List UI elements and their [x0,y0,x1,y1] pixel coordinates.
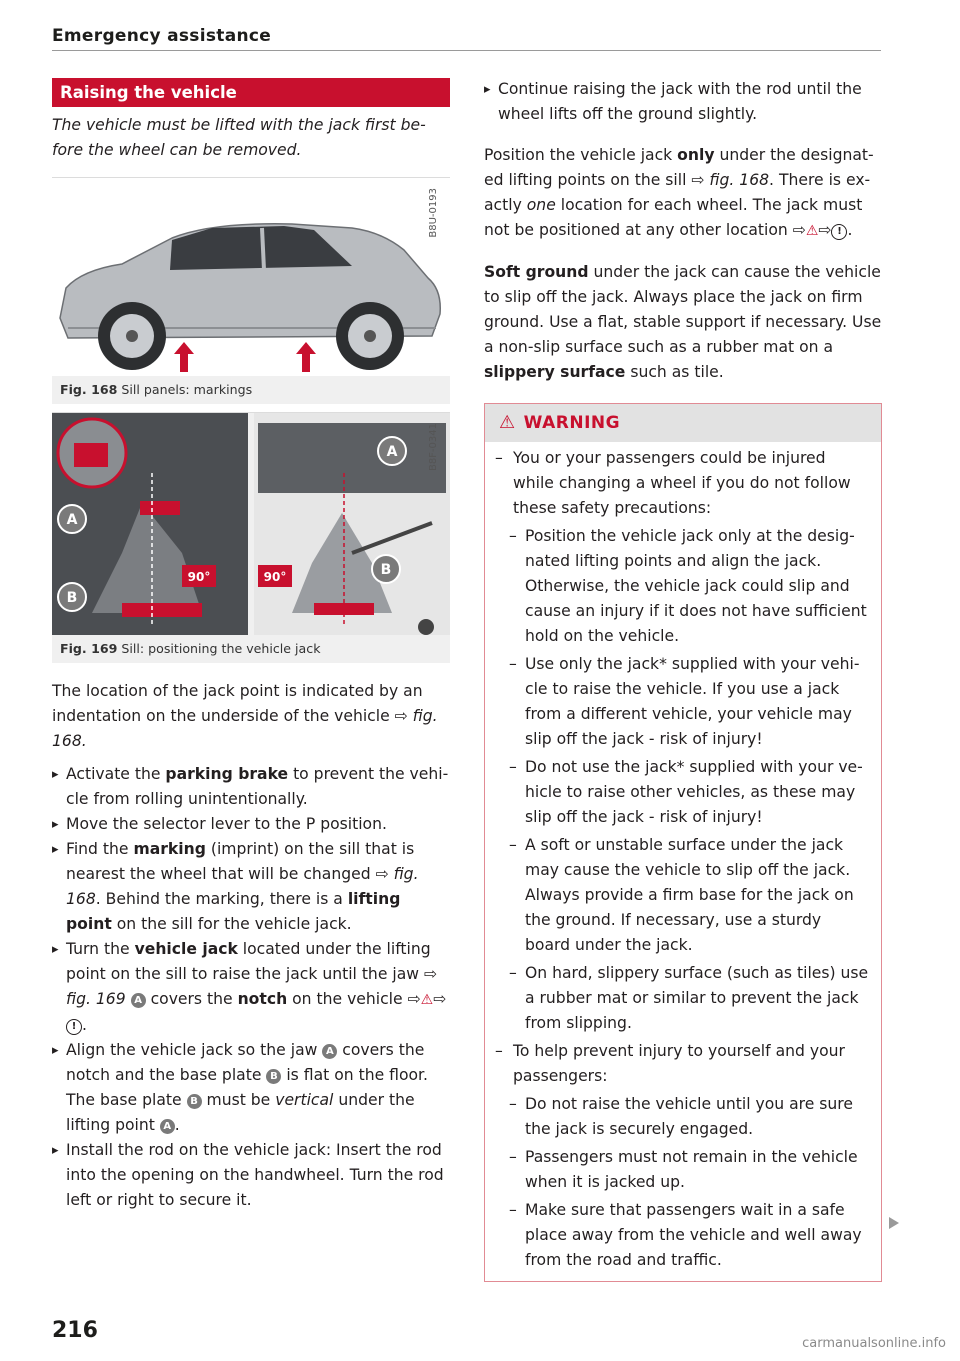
figure-168-label: Fig. 168 [60,382,118,397]
car-side-illustration [52,178,450,376]
warning-triangle-icon[interactable]: ⚠ [420,992,434,1008]
fig-ref-168[interactable]: ⇨ fig. 168 [691,171,770,189]
step-6: ▸ Install the rod on the vehicle jack: Insert the rod into the opening on the handwheel. Turn the rod left or right to secure it. [52,1138,450,1213]
callout-a-badge: A [322,1044,337,1059]
warning-subitem: – Do not use the jack* supplied with your vehicle to raise other vehicles, as these may slip off the jack - risk of injury! [495,755,871,830]
step-5: ▸ Align the vehicle jack so the jaw A covers the notch and the base plate B is flat on the floor. The base plate B must be vertical under the lifting point A . [52,1038,450,1138]
figure-168-caption-text: Sill panels: markings [121,382,253,397]
warning-triangle-icon: ⚠ [499,412,516,433]
page-section-header: Emergency assistance [52,26,272,46]
callout-a-badge: A [160,1119,175,1134]
figure-169-caption [52,635,450,663]
step-1: ▸ Activate the parking brake to prevent the vehicle from rolling unintentionally. [52,762,450,812]
warning-subitem: – Use only the jack* supplied with your vehicle to raise the vehicle. If you use a jack from a different vehicle, your vehicle may slip off the jack - risk of injury! [495,652,871,752]
figure-168-code: B8U-0193 [428,188,439,238]
step-2: ▸ Move the selector lever to the P position. [52,812,450,837]
callout-b-right: B [380,562,392,578]
warning-subitem: – Position the vehicle jack only at the designated lifting points and align the jack. Otherwise, the vehicle jack could slip and cause an injury if it does not have sufficient hold on the vehicle. [495,524,871,649]
angle-label-left: 90° [187,570,211,584]
callout-a-right: A [386,444,398,460]
warning-item: – To help prevent injury to yourself and your passengers: [495,1039,871,1089]
left-column [52,78,450,1213]
step-3: ▸ Find the marking (imprint) on the sill that is nearest the wheel that will be changed ⇨ fig. 168. Behind the marking, there is a lifting point on the sill for the vehicle jack. [52,837,450,937]
warning-subitem: – Make sure that passengers wait in a safe place away from the vehicle and well away from the road and traffic. [495,1198,871,1273]
warning-subitem: – On hard, slippery surface (such as tiles) use a rubber mat or similar to prevent the jack from slipping. [495,961,871,1036]
figure-169 [52,412,450,663]
warning-title: WARNING [523,413,621,433]
fig-ref-168[interactable]: ⇨ fig. 168 [66,865,419,908]
position-paragraph: Position the vehicle jack only under the designated lifting points on the sill ⇨ fig. 168. There is exactly one location for each wheel. The jack must not be positioned at any other location ⇨⚠⇨ ! . [484,146,874,239]
soft-ground-paragraph: Soft ground under the jack can cause the vehicle to slip off the jack. Always place the jack on firm ground. Use a flat, stable support if necessary. Use a non-slip surface such as a rubber mat on a slippery surface such as tile. [484,263,882,381]
watermark: carmanualsonline.info [802,1336,946,1351]
page-number: 216 [52,1318,98,1343]
caution-circle-icon[interactable]: ! [831,224,847,240]
callout-b-badge: B [266,1069,281,1084]
callout-a-badge: A [131,993,146,1008]
figure-169-label: Fig. 169 [60,641,118,656]
warning-item: – You or your passengers could be injured while changing a wheel if you do not follow these safety precautions: [495,446,871,521]
callout-a-left: A [66,512,78,528]
figure-168 [52,177,450,404]
header-divider [52,50,881,51]
warning-subitem: – A soft or unstable surface under the jack may cause the vehicle to slip off the jack. Always provide a firm base for the jack on the ground. If necessary, use a sturdy board under the jack. [495,833,871,958]
caution-circle-icon[interactable]: ! [66,1019,82,1035]
warning-subitem: – Passengers must not remain in the vehicle when it is jacked up. [495,1145,871,1195]
figure-168-caption [52,376,450,404]
step-list [52,762,450,1213]
step-4: ▸ Turn the vehicle jack located under the lifting point on the sill to raise the jack until the jaw ⇨ fig. 169 A covers the notch on the vehicle ⇨⚠⇨! . [52,937,450,1038]
step-7: ▸ Continue raising the jack with the rod until the wheel lifts off the ground slightly. [484,77,882,127]
intro-fig-ref[interactable]: ⇨ fig. 168. [52,707,438,750]
warning-body [485,442,881,1281]
right-column [484,77,882,1282]
step-list-continued [484,77,882,127]
intro-paragraph [52,679,450,754]
jack-positioning-illustration [52,413,450,635]
warning-triangle-icon[interactable]: ⚠ [805,223,819,239]
figure-169-code: B8F-0341 [428,423,439,472]
lead-text: The vehicle must be lifted with the jack first before the wheel can be removed. [52,116,426,159]
callout-b-badge: B [187,1094,202,1109]
angle-label-right: 90° [263,570,287,584]
section-title: Raising the vehicle [52,78,450,107]
warning-header [485,404,881,442]
fig-ref-169[interactable]: ⇨ fig. 169 [66,965,438,1008]
figure-169-caption-text: Sill: positioning the vehicle jack [121,641,321,656]
continue-arrow-icon [889,1217,899,1229]
intro-text: The location of the jack point is indicated by an indentation on the underside of the vehicle [52,682,423,725]
callout-b-left: B [66,590,78,606]
warning-subitem: – Do not raise the vehicle until you are sure the jack is securely engaged. [495,1092,871,1142]
warning-box [484,403,882,1282]
